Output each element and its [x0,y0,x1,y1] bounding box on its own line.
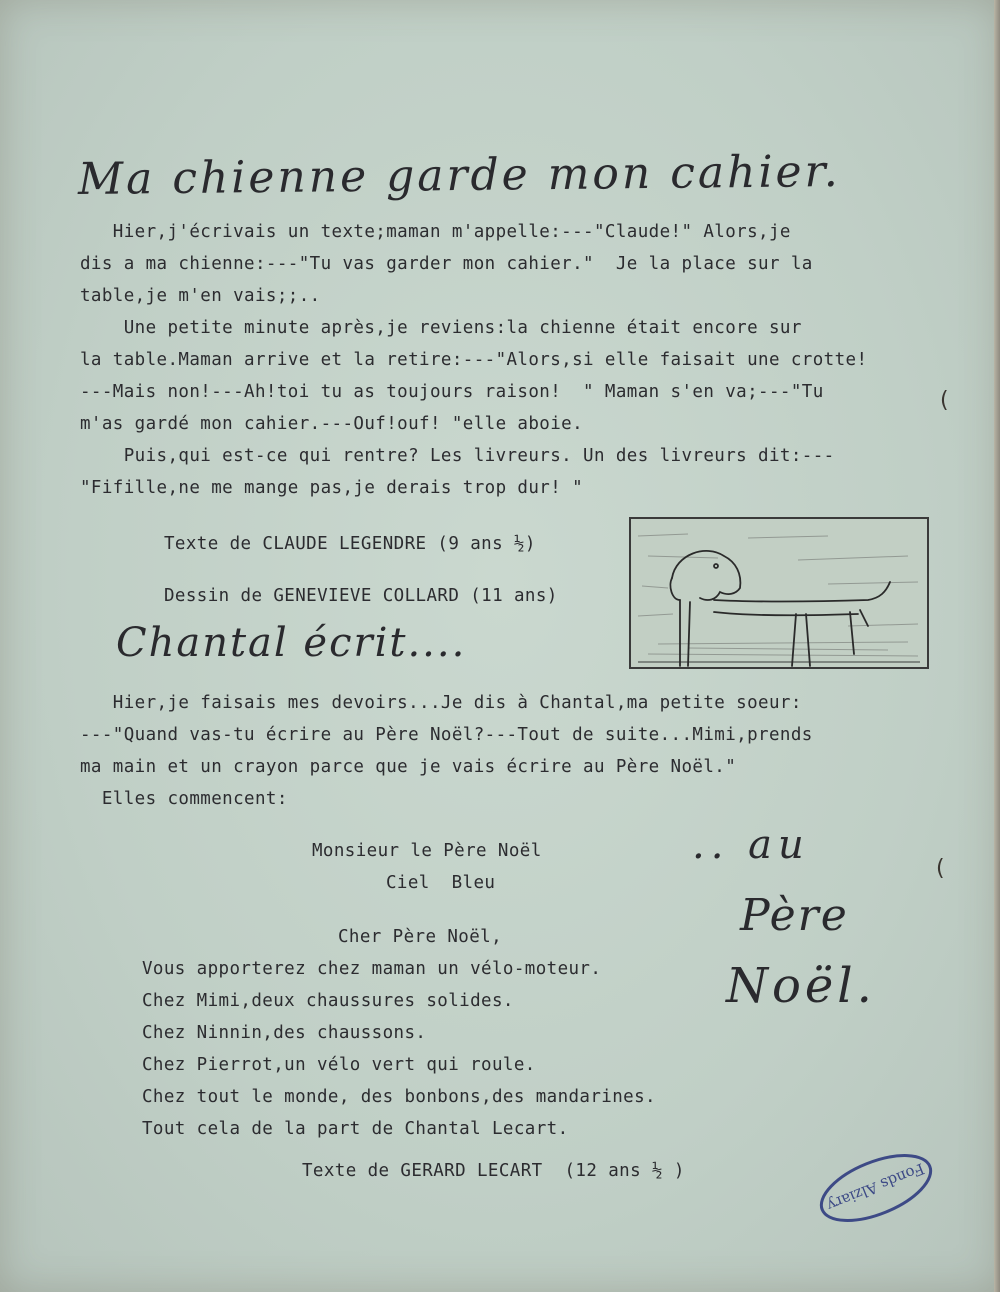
story1-title: Ma chienne garde mon cahier. [77,146,841,205]
letter-line: Chez tout le monde, des bonbons,des mandarines. [142,1087,656,1107]
drawing-credit: Dessin de GENEVIEVE COLLARD (11 ans) [164,586,558,606]
story1-line: ---Mais non!---Ah!toi tu as toujours raison! " Maman s'en va;---"Tu [80,382,824,402]
letter-address: Ciel Bleu [386,873,496,893]
story1-line: la table.Maman arrive et la retire:---"Alors,si elle faisait une crotte! [80,350,868,370]
letter-address: Monsieur le Père Noël [312,841,542,861]
side-note-line: .. au [692,822,810,868]
story1-line: Hier,j'écrivais un texte;maman m'appelle:---"Claude!" Alors,je [80,222,791,242]
letter-line: Vous apporterez chez maman un vélo-moteur. [142,959,602,979]
archive-stamp [812,1148,940,1228]
letter-line: Chez Ninnin,des chaussons. [142,1023,427,1043]
story1-line: "Fifille,ne me mange pas,je derais trop dur! " [80,478,584,498]
letter-line: Chez Pierrot,un vélo vert qui roule. [142,1055,536,1075]
story2-line: Elles commencent: [80,789,288,809]
story2-line: Hier,je faisais mes devoirs...Je dis à Chantal,ma petite soeur: [80,693,802,713]
side-note-line: Noël. [726,958,876,1014]
story1-line: Puis,qui est-ce qui rentre? Les livreurs. Un des livreurs dit:--- [80,446,835,466]
stamp-text: Fonds Alziary [824,1159,927,1215]
story2-line: ma main et un crayon parce que je vais écrire au Père Noël." [80,757,737,777]
text-credit: Texte de CLAUDE LEGENDRE (9 ans ½) [164,534,536,554]
letter-line: Tout cela de la part de Chantal Lecart. [142,1119,569,1139]
staple-mark: ( [936,856,945,881]
story1-line: Une petite minute après,je reviens:la chienne était encore sur [80,318,802,338]
story1-line: table,je m'en vais;;.. [80,286,321,306]
side-note-line: Père [740,890,849,941]
page-edge [994,0,1000,1292]
story1-line: m'as gardé mon cahier.---Ouf!ouf! "elle aboie. [80,414,584,434]
story2-credit: Texte de GERARD LECART (12 ans ½ ) [302,1161,685,1181]
story1-line: dis a ma chienne:---"Tu vas garder mon cahier." Je la place sur la [80,254,813,274]
staple-mark: ( [940,388,949,413]
story2-line: ---"Quand vas-tu écrire au Père Noël?---Tout de suite...Mimi,prends [80,725,813,745]
dog-drawing [628,516,930,670]
letter-salutation: Cher Père Noël, [338,927,503,947]
letter-line: Chez Mimi,deux chaussures solides. [142,991,514,1011]
story2-title: Chantal écrit.... [116,620,467,666]
